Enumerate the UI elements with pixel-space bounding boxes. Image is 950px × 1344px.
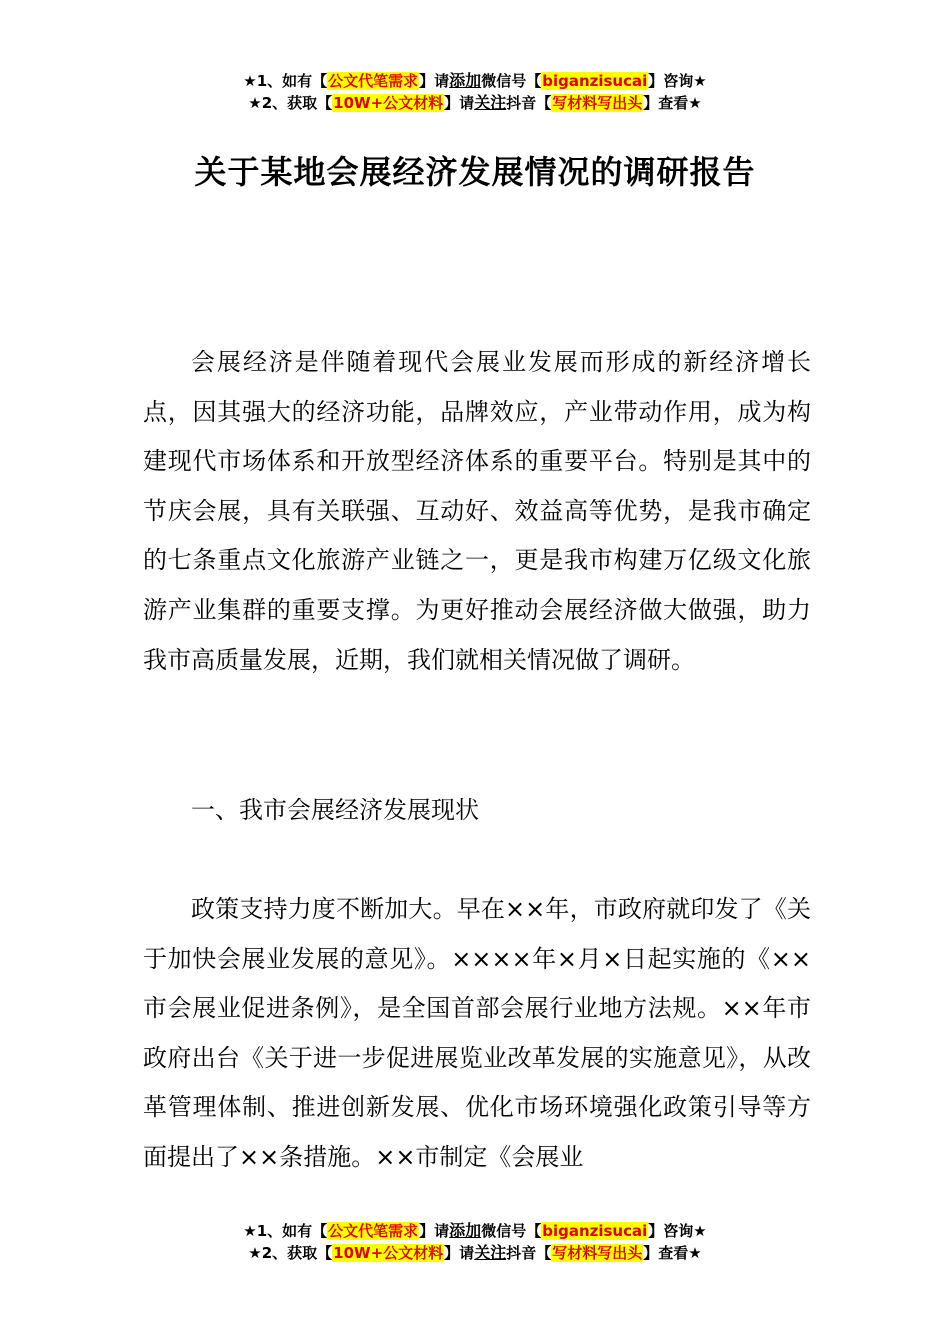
promo-line-1 bbox=[0, 1220, 950, 1242]
star-icon: ★ bbox=[243, 1222, 257, 1240]
promo-highlight: 10W+公文材料 bbox=[333, 94, 444, 112]
promo-emphasis: 关注 bbox=[474, 93, 507, 112]
paragraph-intro: 会展经济是伴随着现代会展业发展而形成的新经济增长点，因其强大的经济功能，品牌效应，产业带动作用，成为构建现代市场体系和开放型经济体系的重要平台。特别是其中的节庆会展，具有关联强、互动好、效益高等优势，是我市确定的七条重点文化旅游产业链之一，更是我市构建万亿级文化旅游产业集群的重要支撑。为更好推动会展经济做大做强，助力我市高质量发展，近期，我们就相关情况做了调研。 bbox=[143, 348, 811, 674]
star-icon: ★ bbox=[688, 1244, 702, 1262]
promo-emphasis: 添加 bbox=[449, 1221, 482, 1240]
promo-text: 】查看 bbox=[643, 94, 689, 112]
promo-text: 1、如有【 bbox=[256, 72, 328, 90]
star-icon: ★ bbox=[693, 72, 707, 90]
promo-text: 微信号【 bbox=[481, 1222, 542, 1240]
promo-highlight: biganzisucai bbox=[542, 72, 648, 90]
promo-header bbox=[0, 70, 950, 114]
promo-text: 】请 bbox=[444, 94, 475, 112]
promo-footer bbox=[0, 1220, 950, 1264]
promo-line-1 bbox=[0, 70, 950, 92]
promo-text: 】请 bbox=[444, 1244, 475, 1262]
document-title: 关于某地会展经济发展情况的调研报告 bbox=[194, 153, 756, 191]
promo-text: 】咨询 bbox=[648, 72, 694, 90]
promo-emphasis: 添加 bbox=[449, 71, 482, 90]
promo-emphasis: 关注 bbox=[474, 1243, 507, 1262]
promo-text: 微信号【 bbox=[481, 72, 542, 90]
paragraph-policy: 政策支持力度不断加大。早在××年，市政府就印发了《关于加快会展业发展的意见》。××××年×月×日起实施的《××市会展业促进条例》，是全国首部会展行业地方法规。××年市政府出台《关于进一步促进展览业改革发展的实施意见》，从改革管理体制、推进创新发展、优化市场环境强化政策引导等方面提出了××条措施。××市制定《会展业 bbox=[143, 895, 811, 1171]
promo-highlight: 公文代笔需求 bbox=[328, 1222, 419, 1240]
promo-text: 2、获取【 bbox=[261, 94, 333, 112]
promo-text: 】请 bbox=[419, 1222, 450, 1240]
star-icon: ★ bbox=[248, 1244, 262, 1262]
promo-highlight: 10W+公文材料 bbox=[333, 1244, 444, 1262]
promo-highlight: 公文代笔需求 bbox=[328, 72, 419, 90]
promo-text: 1、如有【 bbox=[256, 1222, 328, 1240]
star-icon: ★ bbox=[688, 94, 702, 112]
star-icon: ★ bbox=[248, 94, 262, 112]
promo-text: 2、获取【 bbox=[261, 1244, 333, 1262]
promo-text: 】查看 bbox=[643, 1244, 689, 1262]
star-icon: ★ bbox=[243, 72, 257, 90]
promo-highlight: biganzisucai bbox=[542, 1222, 648, 1240]
promo-text: 抖音【 bbox=[506, 1244, 552, 1262]
promo-highlight: 写材料写出头 bbox=[552, 94, 643, 112]
promo-highlight: 写材料写出头 bbox=[552, 1244, 643, 1262]
promo-line-2 bbox=[0, 1242, 950, 1264]
section-heading: 一、我市会展经济发展现状 bbox=[191, 796, 479, 824]
promo-text: 】咨询 bbox=[648, 1222, 694, 1240]
promo-line-2 bbox=[0, 92, 950, 114]
promo-text: 抖音【 bbox=[506, 94, 552, 112]
star-icon: ★ bbox=[693, 1222, 707, 1240]
promo-text: 】请 bbox=[419, 72, 450, 90]
